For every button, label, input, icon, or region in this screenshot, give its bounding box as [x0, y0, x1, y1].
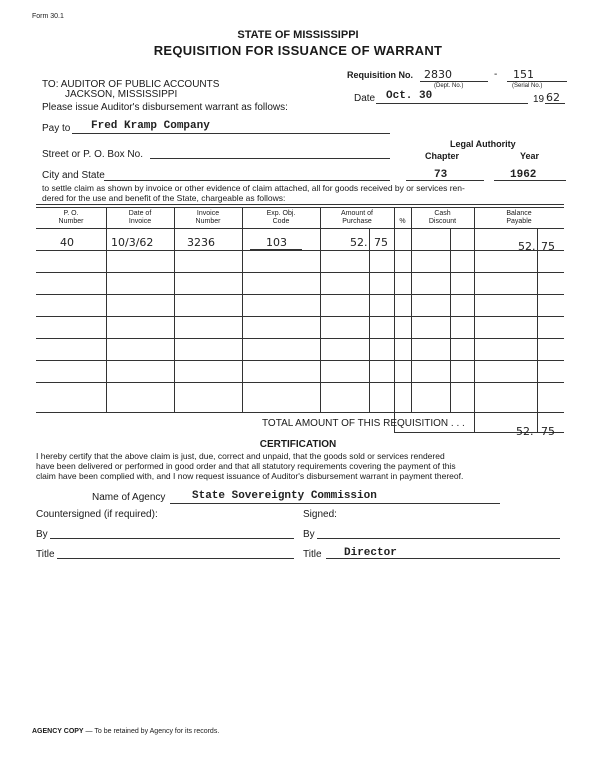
settle-text-line2: dered for the use and benefit of the State, chargeable as follows:: [42, 193, 286, 203]
form-title: REQUISITION FOR ISSUANCE OF WARRANT: [153, 43, 443, 58]
agency-label: Name of Agency: [92, 492, 166, 503]
header-po: P. O. Number: [58, 210, 84, 225]
cell-exp-code: 103: [266, 236, 287, 249]
certification-line2: have been delivered or performed in good order and that all statutory requirements covering the payment of this: [36, 461, 456, 471]
title-value: Director: [344, 547, 397, 559]
year-label: Year: [520, 151, 540, 161]
serial-no-value: 151: [513, 68, 534, 81]
legal-year-value: 1962: [510, 169, 537, 181]
addressee-instruction: Please issue Auditor's disbursement warrant as follows:: [42, 102, 288, 113]
cell-amount-cents: 75: [374, 236, 388, 249]
total-cents: 75: [541, 425, 555, 438]
header-exp-obj-code: Exp. Obj. Code: [266, 210, 296, 225]
city-line: [104, 180, 390, 181]
total-dollars: 52.: [516, 425, 534, 438]
chapter-label: Chapter: [425, 151, 460, 161]
date-value: Oct. 30: [386, 90, 433, 102]
countersigned-label: Countersigned (if required):: [36, 509, 158, 520]
street-line: [150, 158, 390, 159]
agency-line: [170, 503, 500, 504]
by-line-left: [50, 538, 294, 539]
cell-amount-dollars: 52.: [350, 236, 368, 249]
header-invoice-number: Invoice Number: [195, 210, 221, 225]
by-label-left: By: [36, 529, 48, 540]
city-label: City and State: [42, 170, 105, 181]
by-label-right: By: [303, 529, 315, 540]
pay-to-value: Fred Kramp Company: [91, 120, 210, 132]
header-cash-discount: Cash Discount: [428, 210, 457, 225]
header-balance-payable: Balance Payable: [506, 210, 532, 225]
cell-date: 10/3/62: [111, 236, 154, 249]
requisition-label: Requisition No.: [347, 70, 413, 80]
cell-po: 40: [60, 236, 74, 249]
header-percent: %: [399, 218, 406, 225]
header-date-of-invoice: Date of Invoice: [128, 210, 152, 225]
title-line-left: [57, 558, 294, 559]
settle-text-line1: to settle claim as shown by invoice or other evidence of claim attached, all for goods received by or services ren-: [42, 183, 465, 193]
pay-to-label: Pay to: [42, 123, 71, 134]
requisition-dash: -: [494, 69, 498, 80]
dept-no-value: 2830: [424, 68, 452, 81]
by-line-right: [317, 538, 560, 539]
date-label: Date: [354, 93, 376, 104]
serial-no-line: [507, 81, 567, 82]
year-prefix: 19: [533, 94, 545, 105]
state-heading: STATE OF MISSISSIPPI: [237, 29, 359, 41]
header-amount: Amount of Purchase: [341, 210, 373, 225]
title-label-left: Title: [36, 549, 55, 560]
agency-value: State Sovereignty Commission: [192, 490, 377, 502]
certification-title: CERTIFICATION: [259, 439, 337, 450]
addressee-line1: TO: AUDITOR OF PUBLIC ACCOUNTS: [42, 79, 220, 90]
date-line: [376, 103, 528, 104]
certification-line1: I hereby certify that the above claim is just, due, correct and unpaid, that the goods sold or services rendered: [36, 451, 445, 461]
total-label: TOTAL AMOUNT OF THIS REQUISITION . . .: [262, 418, 465, 429]
footer-agency-copy: AGENCY COPY: [32, 728, 84, 735]
form-number: Form 30.1: [32, 13, 64, 20]
dept-no-line: [420, 81, 488, 82]
chapter-value: 73: [434, 169, 448, 181]
pay-to-line: [72, 133, 390, 134]
serial-caption: (Serial No.): [512, 83, 543, 89]
signed-label: Signed:: [303, 509, 337, 520]
cell-invoice: 3236: [187, 236, 215, 249]
cell-balance-dollars: 52.: [518, 240, 536, 253]
street-label: Street or P. O. Box No.: [42, 149, 143, 160]
certification-line3: claim have been complied with, and I now request issuance of Auditor's disbursement warrant in payment thereof.: [36, 471, 464, 481]
addressee-line2: JACKSON, MISSISSIPPI: [65, 89, 178, 100]
footer-text: — To be retained by Agency for its records.: [83, 728, 220, 735]
title-label-right: Title: [303, 549, 322, 560]
cell-balance-cents: 75: [541, 240, 555, 253]
legal-authority-title: Legal Authority: [450, 139, 516, 149]
footer-note: [32, 728, 219, 735]
dept-caption: (Dept. No.): [434, 83, 464, 89]
year-suffix: 62: [546, 91, 560, 104]
